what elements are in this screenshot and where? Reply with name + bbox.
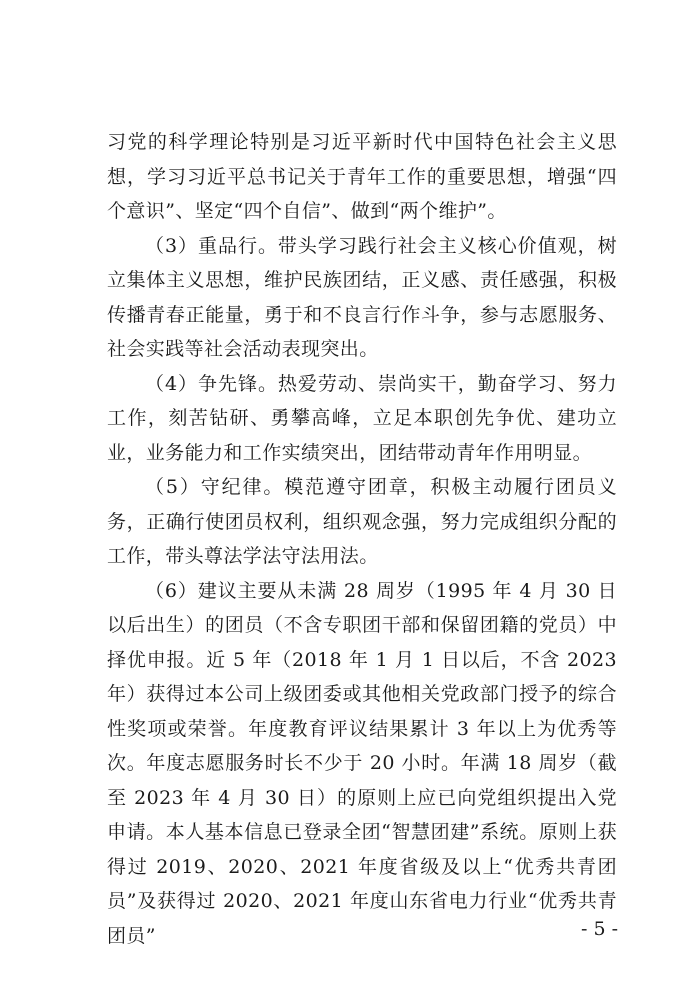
paragraph-character: （3）重品行。带头学习践行社会主义核心价值观，树立集体主义思想，维护民族团结，正义感、责任感强，积极传播青春正能量，勇于和不良言行作斗争，参与志愿服务、社会实践等社会活动表现突出。 [107,234,617,360]
document-body [107,125,617,953]
page-number: - 5 - [580,918,618,940]
paragraph-discipline: （5）守纪律。模范遵守团章，积极主动履行团员义务，正确行使团员权利，组织观念强，努力完成组织分配的工作，带头尊法学法守法用法。 [107,476,617,567]
paragraph-vanguard: （4）争先锋。热爱劳动、崇尚实干，勤奋学习、努力工作，刻苦钻研、勇攀高峰，立足本职创先争优、建功立业，业务能力和工作实绩突出，团结带动青年作用明显。 [107,372,617,464]
paragraph-eligibility: （6）建议主要从未满 28 周岁（1995 年 4 月 30 日以后出生）的团员（不含专职团干部和保留团籍的党员）中择优申报。近 5 年（2018 年 1 月 1 日以后，不含 2023 年）获得过本公司上级团委或其他相关党政部门授予的综合性奖项或荣誉。年度教育评议结果累计 3 年以上为优秀等次。年度志愿服务时长不少于 20 小时。年满 18 周岁（截至 2023 年 4 月 30 日）的原则上应已向党组织提出入党申请。本人基本信息已登录全团“智慧团建”系统。原则上获得过 2019、2020、2021 年度省级及以上“优秀共青团员”及获得过 2020、2021 年度山东省电力行业“优秀共青团员” [107,579,617,947]
paragraph-continuation: 习党的科学理论特别是习近平新时代中国特色社会主义思想，学习习近平总书记关于青年工作的重要思想，增强“四个意识”、坚定“四个自信”、做到“两个维护”。 [107,131,617,222]
